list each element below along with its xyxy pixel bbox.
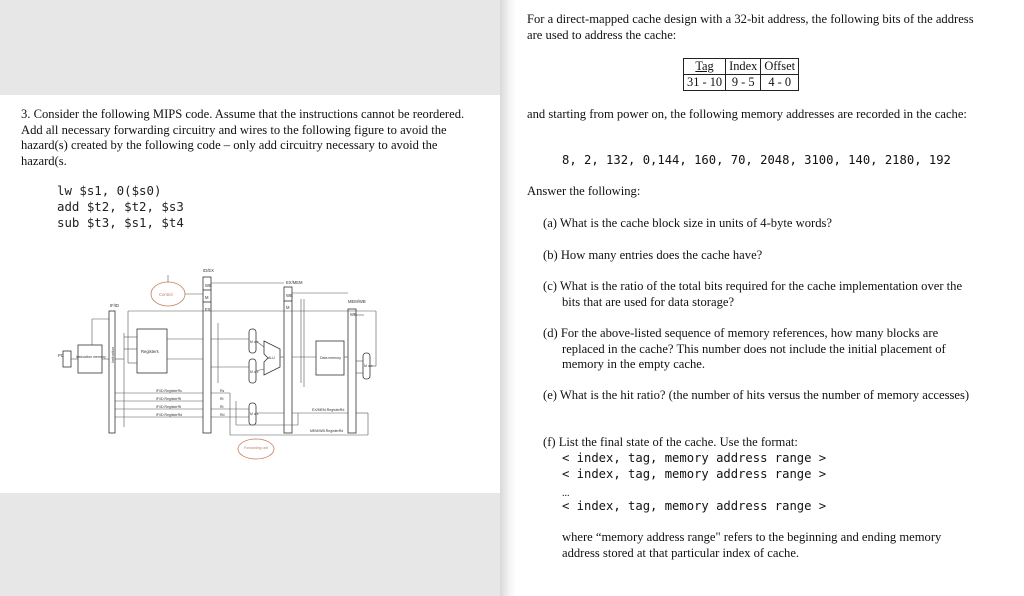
intro-text: For a direct-mapped cache design with a 32-bit address, the following bits of the address are used to address the cache: bbox=[527, 12, 974, 42]
table-header-index: Index bbox=[726, 59, 761, 75]
label-ifid-rt: IF/ID.RegisterRt bbox=[156, 397, 182, 401]
question-3-text: 3. Consider the following MIPS code. Assume that the instructions cannot be reordered. Add all necessary forwarding circuitry and wires to the following figure to avoid the hazard(s) created by the following code – only add circuitry necessary to avoid the hazard(s. bbox=[21, 107, 465, 168]
cache-address-table bbox=[683, 58, 799, 91]
label-mux-a: M u x bbox=[250, 340, 259, 344]
label-m-idex: M bbox=[205, 295, 209, 300]
label-idex: ID/EX bbox=[203, 268, 214, 273]
label-rt: Rt bbox=[220, 397, 224, 401]
label-ifid-rt2: IF/ID.RegisterRt bbox=[156, 405, 182, 409]
label-wb-memwb: WB bbox=[350, 312, 357, 317]
code-line: add $t2, $t2, $s3 bbox=[57, 198, 184, 214]
footnote: where “memory address range" refers to the beginning and ending memory address stored at that particular index of cache. bbox=[562, 530, 942, 560]
label-wb-idex: WB bbox=[205, 283, 212, 288]
label-control: Control bbox=[159, 292, 173, 297]
label-memwb: MEM/WB bbox=[348, 299, 366, 304]
answer-prompt: Answer the following: bbox=[527, 184, 641, 198]
label-instruction: Instruction bbox=[111, 346, 115, 363]
table-header-tag: Tag bbox=[684, 59, 726, 75]
label-wb-exmem: WB bbox=[286, 293, 293, 298]
label-mux-wb: M u x bbox=[364, 364, 373, 368]
label-ifid: IF/ID bbox=[110, 303, 120, 308]
pc-register bbox=[63, 351, 71, 367]
label-registers: Registers bbox=[141, 349, 159, 354]
table-cell-index-bits: 9 - 5 bbox=[726, 75, 761, 91]
table-cell-tag-bits: 31 - 10 bbox=[684, 75, 726, 91]
label-mux-dst: M u x bbox=[250, 412, 259, 416]
page-divider bbox=[500, 0, 516, 596]
label-exmem-rd: EX/MEM.RegisterRd bbox=[312, 408, 345, 412]
question-e: (e) What is the hit ratio? (the number of hits versus the number of memory accesses) bbox=[543, 388, 970, 402]
question-a: (a) What is the cache block size in units of 4-byte words? bbox=[543, 216, 832, 230]
label-m-exmem: M bbox=[286, 305, 290, 310]
question-f: (f) List the final state of the cache. Use the format: bbox=[543, 435, 798, 449]
code-line: lw $s1, 0($s0) bbox=[57, 183, 162, 198]
sequence-intro: and starting from power on, the following memory addresses are recorded in the cache: bbox=[527, 107, 967, 121]
code-line: sub $t3, $s1, $t4 bbox=[57, 214, 184, 230]
address-list: 8, 2, 132, 0,144, 160, 70, 2048, 3100, 140, 2180, 192 bbox=[562, 153, 951, 167]
label-exmem: EX/MEM bbox=[286, 280, 303, 285]
memwb-register bbox=[348, 309, 356, 433]
format-ellipsis: ... bbox=[562, 488, 570, 499]
label-pc: PC bbox=[58, 353, 64, 358]
format-line-3: < index, tag, memory address range > bbox=[562, 499, 827, 513]
mips-code bbox=[57, 183, 184, 230]
label-alu: ALU bbox=[268, 356, 275, 360]
label-memwb-rd: MEM/WB.RegisterRd bbox=[310, 429, 344, 433]
label-rs: Rs bbox=[220, 389, 225, 393]
question-c: (c) What is the ratio of the total bits required for the cache implementation over the bits that are used for data storage? bbox=[543, 279, 963, 309]
label-mux-b: M u x bbox=[250, 370, 259, 374]
label-ifid-rs: IF/ID.RegisterRs bbox=[156, 389, 182, 393]
instruction-memory bbox=[78, 345, 102, 373]
label-ifid-rd: IF/ID.RegisterRd bbox=[156, 413, 183, 417]
table-cell-offset-bits: 4 - 0 bbox=[761, 75, 799, 91]
label-rt2: Rt bbox=[220, 405, 224, 409]
label-ex-idex: EX bbox=[205, 307, 211, 312]
table-header-offset: Offset bbox=[761, 59, 799, 75]
idex-register bbox=[203, 277, 211, 433]
label-forwarding-unit: Forwarding unit bbox=[244, 446, 269, 450]
label-rd: Rd bbox=[220, 413, 225, 417]
ifid-register bbox=[109, 311, 115, 433]
question-d: (d) For the above-listed sequence of memory references, how many blocks are replaced in the cache? This number does not include the initial placement of memory in the empty cache. bbox=[543, 326, 946, 371]
label-instruction-memory: Instruction memory bbox=[76, 355, 106, 359]
format-line-2: < index, tag, memory address range > bbox=[562, 467, 827, 481]
question-b: (b) How many entries does the cache have? bbox=[543, 248, 763, 262]
label-data-memory: Data memory bbox=[320, 356, 342, 360]
format-line-1: < index, tag, memory address range > bbox=[562, 451, 827, 465]
pipeline-diagram bbox=[58, 263, 398, 473]
